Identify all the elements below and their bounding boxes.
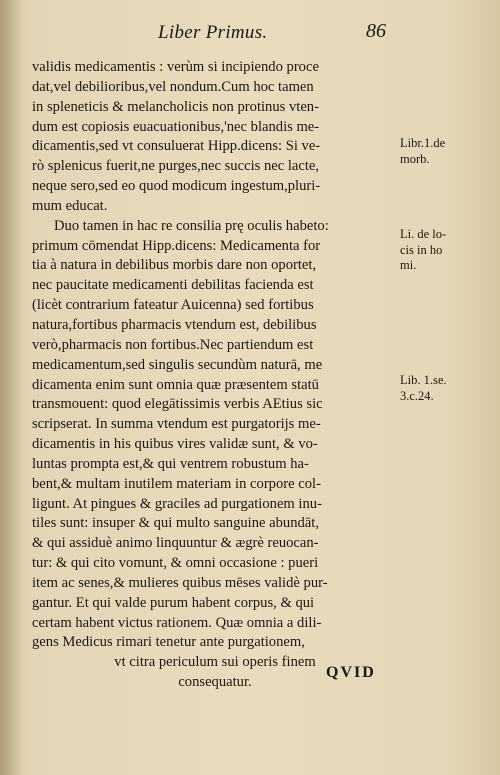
text-line: vt citra periculum sui operis finem xyxy=(114,654,316,671)
text-line: luntas prompta est,& qui ventrem robustum ha- xyxy=(32,455,309,472)
text-line: medicamentum,sed singulis secundùm naturā, me xyxy=(32,356,323,373)
text-line: (licèt contrarium fateatur Auicenna) sed fortibus xyxy=(32,297,314,314)
margin-note-line: Lib. 1.se. xyxy=(400,373,447,387)
text-line: dicamenta enim sunt omnia quæ præsentem statū xyxy=(32,376,319,393)
text-line: dat,vel debilioribus,vel nondum.Cum hoc tamen xyxy=(32,78,314,95)
margin-note-line: Libr.1.de xyxy=(400,136,446,150)
text-line: primum cōmendat Hipp.dicens: Medicamenta for xyxy=(32,237,321,254)
text-line: bent,& multam inutilem materiam in corpore col- xyxy=(32,475,321,492)
gutter-shadow xyxy=(0,0,22,775)
catchword: QVID xyxy=(326,664,376,681)
text-line: verò,pharmacis non fortibus.Nec partiendum est xyxy=(32,336,314,353)
margin-note xyxy=(400,136,496,167)
text-line: dicamentis,sed vt consuluerat Hipp.dicens: Si ve- xyxy=(32,138,321,155)
text-line: Duo tamen in hac re consilia prę oculis habeto: xyxy=(54,217,329,234)
margin-note-line: morb. xyxy=(400,151,430,166)
text-line: mum educat. xyxy=(32,197,108,214)
text-line: in spleneticis & melancholicis non protinus vten- xyxy=(32,98,319,115)
margin-note-line: mi. xyxy=(400,258,417,272)
body-text xyxy=(32,58,398,693)
text-line: certam habent victus rationem. Quæ omnia a dili- xyxy=(32,614,322,631)
text-line: nec paucitate medicamenti debilitas facienda est xyxy=(32,277,314,294)
text-line: gantur. Et qui valde purum habent corpus, & qui xyxy=(32,594,315,611)
text-line: & qui assiduè animo linquuntur & ægrè reuocan- xyxy=(32,535,319,552)
text-line: transmouent: quod elegātissimis verbis AEtius sic xyxy=(32,396,323,413)
text-line: tur: & qui cito vomunt, & omni occasione : pueri xyxy=(32,555,319,572)
text-line: gens Medicus rimari tenetur ante purgationem, xyxy=(32,634,305,651)
margin-note xyxy=(400,227,496,274)
text-line: rò splenicus fuerit,ne purges,nec succis nec lacte, xyxy=(32,158,320,175)
text-line: item ac senes,& mulieres quibus mēses validè pur- xyxy=(32,574,328,591)
text-line: dum est copiosis euacuationibus,'nec blandis me- xyxy=(32,118,320,135)
text-line: tiles sunt: insuper & qui multo sanguine abundāt, xyxy=(32,515,319,532)
margin-note-line: Li. de lo- xyxy=(400,227,447,241)
text-line: dicamentis in his quibus vires validæ sunt, & vo- xyxy=(32,436,318,453)
text-line: consequatur. xyxy=(178,674,252,691)
margin-note xyxy=(400,373,496,404)
margin-note-line: cis in ho xyxy=(400,242,443,257)
text-line: neque sero,sed eo quod modicum ingestum,pluri- xyxy=(32,178,321,195)
text-line: ligunt. At pingues & graciles ad purgationem inu- xyxy=(32,495,322,512)
running-head: Liber Primus. xyxy=(158,22,268,43)
text-line: validis medicamentis : verùm si incipiendo proce xyxy=(32,59,319,75)
text-line: tia à natura in debilibus morbis dare non oportet, xyxy=(32,257,317,274)
text-line: scripserat. In summa vtendum est purgatorijs me- xyxy=(32,416,321,433)
margin-note-line: 3.c.24. xyxy=(400,388,434,403)
page-number: 86 xyxy=(366,20,386,42)
text-line: natura,fortibus pharmacis vtendum est, debilibus xyxy=(32,316,317,333)
